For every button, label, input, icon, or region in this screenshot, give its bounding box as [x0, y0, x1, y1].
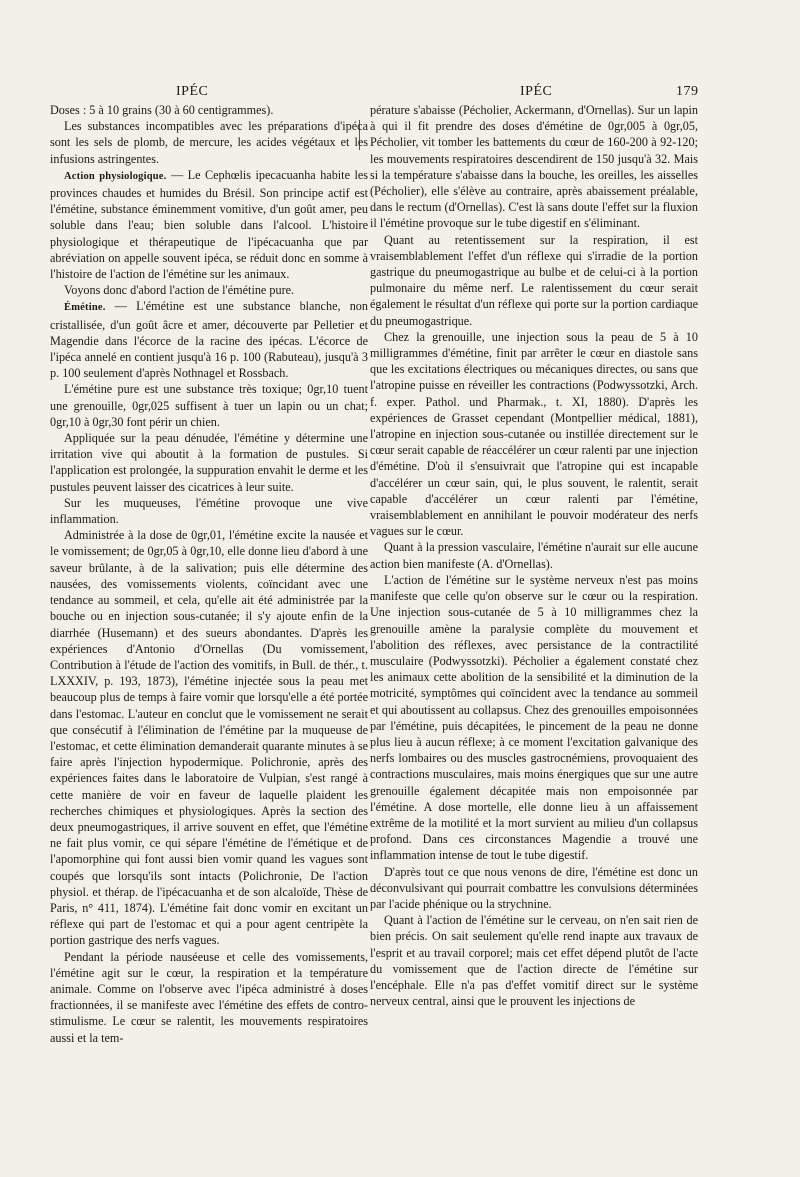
paragraph-text: Quant au retentissement sur la respiration, il est vraisemblablement l'effet d'un réflexe qui s'irradie de la portion gastrique du pneumogastrique au bulbe et de celui-ci à la portion pulmonaire du même nerf. Le ralentissement du cœur serait également le résultat d'un réflexe qui porte sur la portion cardiaque du pneumogastrique.	[370, 232, 698, 328]
section-heading: Émétine.	[64, 302, 106, 314]
paragraph-text: — Le Cephœlis ipecacuanha habite les provinces chaudes et humides du Brésil. Son principe actif est l'émétine, substance éminemment vomitive, d'un goût amer, peu soluble dans l'eau; bien soluble dans l'alcool. L'histoire physiologique et thérapeutique de l'ipécacuanha que par abréviation on appelle souvent ipéca, se réduit donc en somme à l'histoire de l'action de l'émétine sur les animaux.	[50, 167, 368, 282]
paragraph-text: pérature s'abaisse (Pécholier, Ackermann, d'Ornellas). Sur un lapin à qui il fit prendre des doses d'émétine de 0gr,005 à 0gr,05, Pécholier, vit tomber les battements du cœur de 160-200 à 92-120; les mouvements respiratoires descendirent de 150 jusqu'à 32. Mais si la température s'abaisse dans la bouche, les oreilles, les aisselles (Pécholier), elle s'élève au contraire, après abaissement préalable, dans le rectum (d'Ornellas). C'est là sans doute l'effet sur la fluxion il l'émétine provoque sur le tube digestif en s'éliminant.	[370, 103, 698, 231]
paragraph	[50, 495, 368, 527]
paragraph-text: L'émétine pure est une substance très toxique; 0gr,10 tuent une grenouille, 0gr,025 suffisent à tuer un lapin ou un chat; 0gr,10 à 0gr,30 font périr un chien.	[50, 382, 368, 429]
running-head-left: IPÉC	[176, 84, 209, 99]
paragraph-text: L'action de l'émétine sur le système nerveux n'est pas moins manifeste que celle qu'on observe sur le cœur ou la respiration. Une injection sous-cutanée de 5 à 10 milligrammes chez la grenouille amène la paralysie complète du mouvement et l'abolition des réflexes, avec persistance de la contractilité musculaire (Podwyssotzki). Pécholier a également constaté chez les animaux cette abolition de la sensibilité et la diminution de la motricité, symptômes qui coïncident avec la tendance au sommeil et qui aboutissent au collapsus. Chez des grenouilles empoisonnées par l'émétine, puis décapitées, le pincement de la peau ne donne plus lieu à aucun réflexe; à ce moment l'excitation galvanique des nerfs lombaires ou des muscles gastrocnémiens, provoquaient des contractions musculaires, mais moins énergiques que sur une autre grenouille également décapitée mais non empoisonnée par l'émétine. A dose mortelle, elle donne lieu à un affaissement extrême de la motilité et la mort survient au milieu d'un collapsus profond. Dans ces circonstances Magendie a trouvé une inflammation intense de tout le tube digestif.	[370, 572, 698, 863]
paragraph	[50, 118, 368, 167]
paragraph-text: Les substances incompatibles avec les préparations d'ipéca sont les sels de plomb, de mercure, les acides végétaux et les infusions astringentes.	[50, 119, 368, 166]
paragraph-text: Pendant la période nauséeuse et celle des vomissements, l'émétine agit sur le cœur, la respiration et la température animale. Comme on l'observe avec l'ipéca administré à doses fractionnées, il se manifeste avec l'émétine des effets de contro-stimulisme. Le cœur se ralentit, les mouvements respiratoires aussi et la tem-	[50, 949, 368, 1045]
paragraph	[370, 232, 698, 329]
paragraph-text: Quant à la pression vasculaire, l'émétine n'aurait sur elle aucune action bien manifeste (A. d'Ornellas).	[370, 540, 698, 571]
section-heading: Action physiologique.	[64, 170, 167, 182]
paragraph	[370, 912, 698, 1009]
paragraph-text: Chez la grenouille, une injection sous la peau de 5 à 10 milligrammes d'émétine, finit par arrêter le cœur en diastole sans que les excitations électriques ou mécaniques directes, ou sans que l'atropine puisse en réveiller les contractions (Podwyssotzki, Arch. f. exper. Pathol. und Pharmak., t. XI, 1880). D'après les expériences de Grasset cependant (Montpellier médical, 1881), l'atropine en injection sous-cutanée ou instillée directement sur le cœur serait capable de réaccélérer un cœur ralenti par une injection d'émétine. D'où il s'ensuivrait que l'atropine qui est incapable d'accélérer un cœur sain, qui, le plus souvent, le ralentit, serait capable d'accélérer un cœur ralenti par l'émétine, vraisemblablement en annihilant le pouvoir modérateur des nerfs vagues sur le cœur.	[370, 329, 698, 539]
paragraph	[50, 527, 368, 948]
running-head-right: IPÉC	[520, 84, 553, 99]
paragraph	[370, 329, 698, 540]
page-number: 179	[676, 84, 699, 99]
paragraph-text: — L'émétine est une substance blanche, non cristallisée, d'un goût âcre et amer, découverte par Pelletier et Magendie dans l'écorce de la racine des ipécas. L'écorce de l'ipéca annelé en contient jusqu'à 16 p. 100 (Rabuteau), jusqu'à 3 p. 100 seulement d'après Nothnagel et Rossbach.	[50, 299, 368, 381]
paragraph-text: Administrée à la dose de 0gr,01, l'émétine excite la nausée et le vomissement; de 0gr,05 à 0gr,10, elle donne lieu d'abord à une saveur brûlante, à de la salivation; puis elle détermine des nausées, des vomissements violents, coïncidant avec une tendance au sommeil, et cela, qu'elle ait été administrée par la bouche ou en injection sous-cutanée; il s'y ajoute enfin de la diarrhée (Husemann) et des sueurs abondantes. D'après les expériences d'Antonio d'Ornellas (Du vomissement, Contribution à l'étude de l'action des vomitifs, in Bull. de thér., t. LXXXIV, p. 193, 1873), l'émétine injectée sous la peau met beaucoup plus de temps à faire vomir que lorsqu'elle a été portée dans l'estomac. L'auteur en conclut que le vomissement ne serait que consécutif à l'élimination de l'émétine par la muqueuse de l'estomac, et cette élimination demanderait quarante minutes à se faire après l'injection hypodermique. Polichronie, après des expériences faites dans le laboratoire de Vulpian, s'est rangé à cette manière de voir en faveur de laquelle plaident les recherches chimiques et physiologiques. Après la section des deux pneumogastriques, il arrive souvent en effet, que l'émétine ne fait plus vomir, ce qui sépare l'émétine de l'émétique et de l'apomorphine qui font aussi bien vomir quand les vagues sont coupés que lorsqu'ils sont intacts (Polichronie, De l'action physiol. et thérap. de l'ipécacuanha et de son alcaloïde, Thèse de Paris, n° 411, 1874). L'émétine fait donc vomir en excitant un réflexe qui part de l'estomac et qui a pour agent centripète la portion gastrique des nerfs vagues.	[50, 528, 368, 948]
paragraph	[370, 102, 698, 232]
paragraph-text: Voyons donc d'abord l'action de l'émétine pure.	[64, 283, 295, 298]
paragraph-text: Doses : 5 à 10 grains (30 à 60 centigrammes).	[50, 103, 274, 117]
right-column	[370, 102, 698, 1172]
paragraph-text: Sur les muqueuses, l'émétine provoque une vive inflammation.	[50, 495, 368, 527]
paragraph	[50, 430, 368, 495]
paragraph	[370, 572, 698, 864]
paragraph	[50, 949, 368, 1046]
paragraph-text: Quant à l'action de l'émétine sur le cerveau, on n'en sait rien de bien précis. On sait seulement qu'elle rend inapte aux travaux de l'esprit et au travail corporel; mais cet effet dépend plutôt de l'acte du vomissement que de l'action directe de l'émétine sur l'encéphale. Elle n'a pas d'effet vomitif direct sur le système nerveux central, ainsi que le prouvent les injections de	[370, 913, 698, 1009]
paragraph	[50, 102, 368, 118]
paragraph	[50, 381, 368, 430]
paragraph-text: D'après tout ce que nous venons de dire, l'émétine est donc un déconvulsivant qui pourrait combattre les convulsions déterminées par l'acide phénique ou la strychnine.	[370, 864, 698, 911]
paragraph	[50, 298, 368, 381]
paragraph-text: Appliquée sur la peau dénudée, l'émétine y détermine une irritation vive qui aboutit à la formation de pustules. Si l'application est prolongée, la suppuration envahit le derme et les pustules peuvent laisser des cicatrices à leur suite.	[50, 431, 368, 494]
paragraph	[50, 282, 368, 298]
left-column	[50, 102, 368, 1172]
paragraph	[370, 539, 698, 571]
paragraph	[50, 167, 368, 282]
paragraph	[370, 864, 698, 913]
